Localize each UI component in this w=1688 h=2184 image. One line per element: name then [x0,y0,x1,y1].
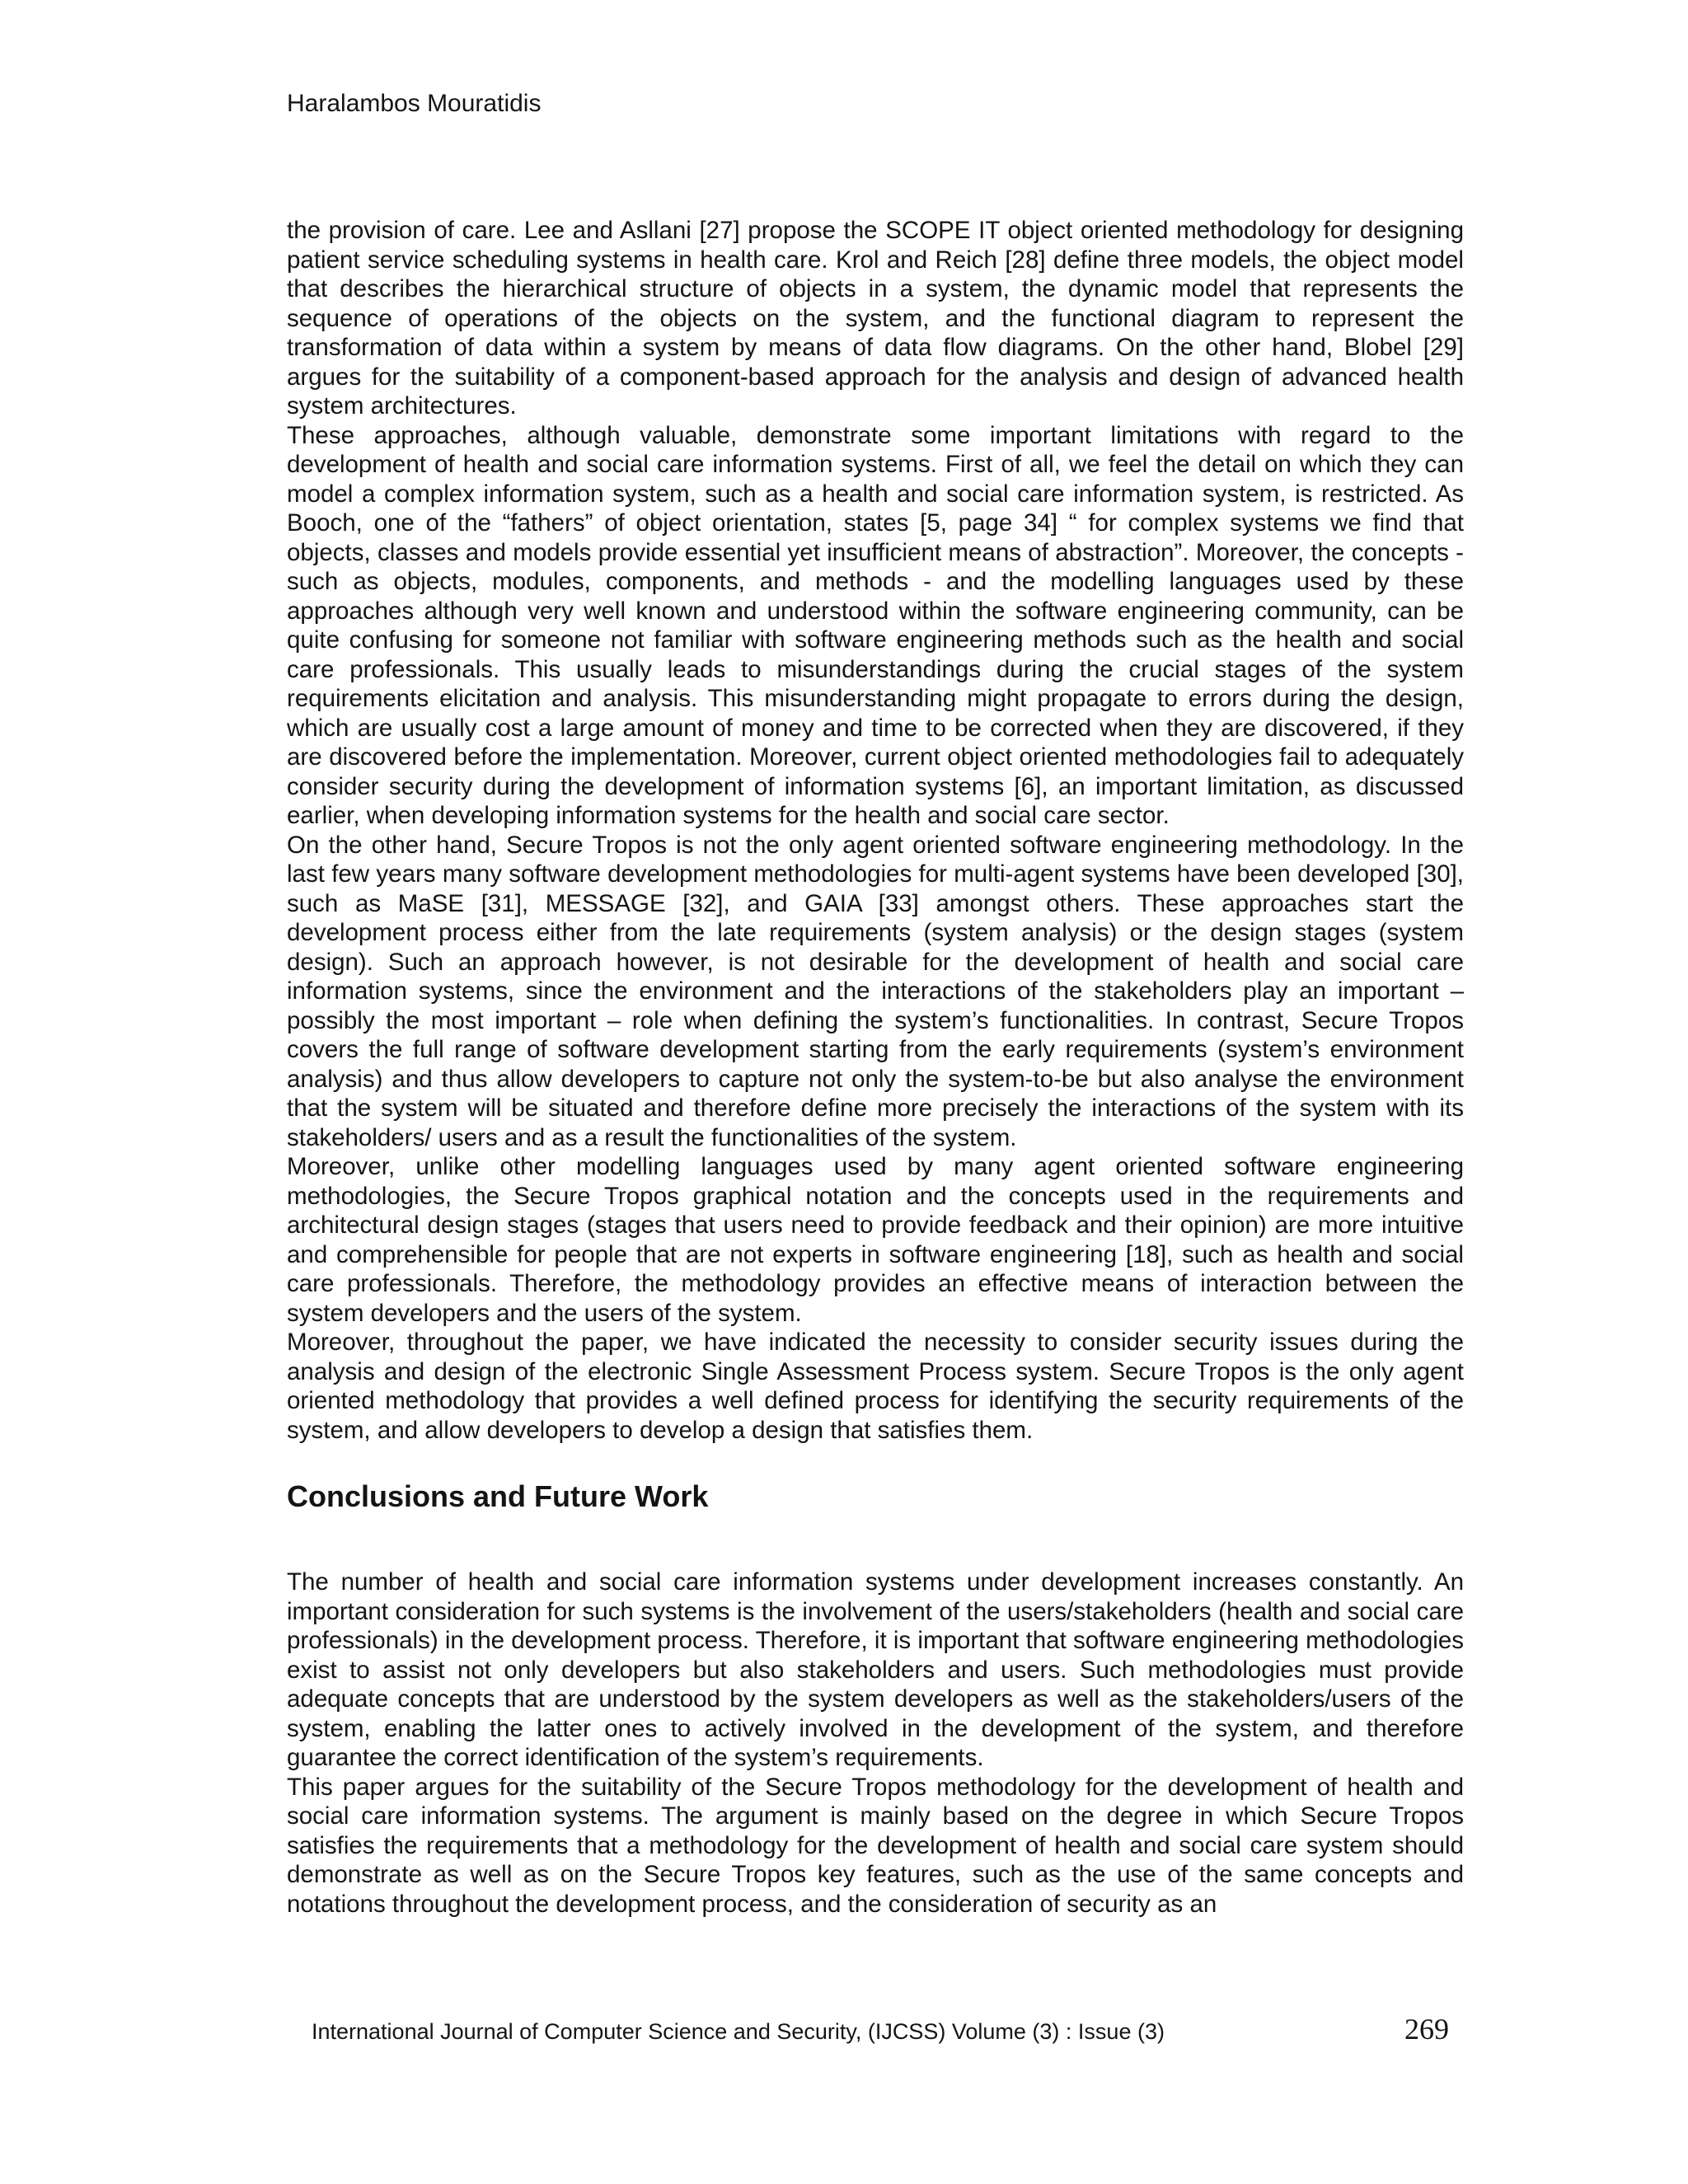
paragraph: These approaches, although valuable, demonstrate some important limitations with regard to the development of health and social care information systems. First of all, we feel the detail on which they can model a complex information system, such as a health and social care information system, is restricted. As Booch, one of the “fathers” of object orientation, states [5, page 34] “ for complex systems we find that objects, classes and models provide essential yet insufficient means of abstraction”. Moreover, the concepts - such as objects, modules, components, and methods - and the modelling languages used by these approaches although very well known and understood within the software engineering community, can be quite confusing for someone not familiar with software engineering methods such as the health and social care professionals. This usually leads to misunderstandings during the crucial stages of the system requirements elicitation and analysis. This misunderstanding might propagate to errors during the design, which are usually cost a large amount of money and time to be corrected when they are discovered, if they are discovered before the implementation. Moreover, current object oriented methodologies fail to adequately consider security during the development of information systems [6], an important limitation, as discussed earlier, when developing information systems for the health and social care sector. [287,421,1464,829]
body-text-bottom [287,1568,1464,1919]
page-number: 269 [1404,2013,1449,2046]
paragraph: The number of health and social care information systems under development increases constantly. An important consideration for such systems is the involvement of the users/stakeholders (health and social care professionals) in the development process. Therefore, it is important that software engineering methodologies exist to assist not only developers but also stakeholders and users. Such methodologies must provide adequate concepts that are understood by the system developers as well as the stakeholders/users of the system, enabling the latter ones to actively involved in the development of the system, and therefore guarantee the correct identification of the system’s requirements. [287,1568,1464,1771]
paragraph: the provision of care. Lee and Asllani [27] propose the SCOPE IT object oriented methodology for designing patient service scheduling systems in health care. Krol and Reich [28] define three models, the object model that describes the hierarchical structure of objects in a system, the dynamic model that represents the sequence of operations of the objects on the system, and the functional diagram to represent the transformation of data within a system by means of data flow diagrams. On the other hand, Blobel [29] argues for the suitability of a component-based approach for the analysis and design of advanced health system architectures. [287,217,1464,419]
paragraph: Moreover, throughout the paper, we have indicated the necessity to consider security issues during the analysis and design of the electronic Single Assessment Process system. Secure Tropos is the only agent oriented methodology that provides a well defined process for identifying the security requirements of the system, and allow developers to develop a design that satisfies them. [287,1329,1464,1444]
running-header-author: Haralambos Mouratidis [287,90,542,117]
paragraph: On the other hand, Secure Tropos is not the only agent oriented software engineering methodology. In the last few years many software development methodologies for multi-agent systems have been developed [30], such as MaSE [31], MESSAGE [32], and GAIA [33] amongst others. These approaches start the development process either from the late requirements (system analysis) or the design stages (system design). Such an approach however, is not desirable for the development of health and social care information systems, since the environment and the interactions of the stakeholders play an important – possibly the most important – role when defining the system’s functionalities. In contrast, Secure Tropos covers the full range of software development starting from the early requirements (system’s environment analysis) and thus allow developers to capture not only the system-to-be but also analyse the environment that the system will be situated and therefore define more precisely the interactions of the system with its stakeholders/ users and as a result the functionalities of the system. [287,831,1464,1151]
paragraph: Moreover, unlike other modelling languages used by many agent oriented software engineering methodologies, the Secure Tropos graphical notation and the concepts used in the requirements and architectural design stages (stages that users need to provide feedback and their opinion) are more intuitive and comprehensible for people that are not experts in software engineering [18], such as health and social care professionals. Therefore, the methodology provides an effective means of interaction between the system developers and the users of the system. [287,1153,1464,1327]
section-heading: Conclusions and Future Work [287,1479,709,1513]
footer-journal-citation: International Journal of Computer Science and Security, (IJCSS) Volume (3) : Issue (3) [312,2019,1165,2044]
paragraph: This paper argues for the suitability of the Secure Tropos methodology for the development of health and social care information systems. The argument is mainly based on the degree in which Secure Tropos satisfies the requirements that a methodology for the development of health and social care system should demonstrate as well as on the Secure Tropos key features, such as the use of the same concepts and notations throughout the development process, and the consideration of security as an [287,1773,1464,1918]
page-footer [312,2011,1449,2047]
body-text-top [287,216,1464,1445]
